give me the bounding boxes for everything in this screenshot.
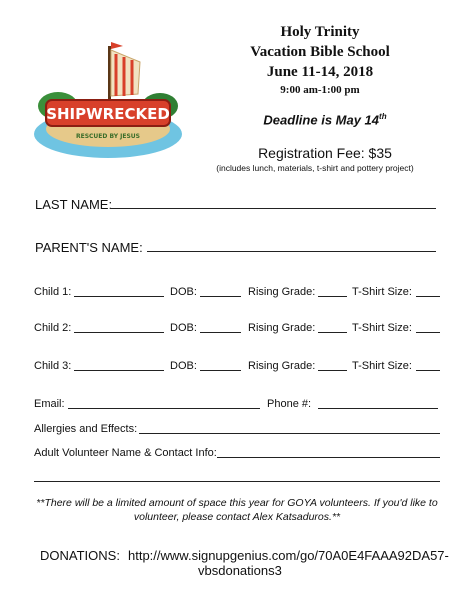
allergies-field[interactable] [139, 433, 440, 434]
volunteer-field-continued[interactable] [34, 481, 440, 482]
registration-fee: Registration Fee: $35 [258, 145, 392, 161]
goya-notice: **There will be a limited amount of space this year for GOYA volunteers. If you'd like to volunteer, please contact Alex Katsaduros.** [36, 497, 438, 523]
child-row-1 [0, 286, 474, 302]
rising-grade-field[interactable] [318, 296, 347, 297]
rising-grade-label: Rising Grade: [248, 286, 316, 298]
donations-url-line2: vbsdonations3 [198, 563, 282, 578]
email-field[interactable] [68, 408, 260, 409]
logo-title: SHIPWRECKED [46, 105, 170, 123]
dob-label: DOB: [170, 360, 197, 372]
program-name: Vacation Bible School [250, 44, 390, 60]
deadline-text: Deadline is May 14 [263, 112, 380, 128]
child-name-field[interactable] [74, 370, 164, 371]
phone-field[interactable] [318, 408, 438, 409]
deadline-suffix: th [379, 112, 387, 121]
last-name-field[interactable] [110, 208, 436, 209]
child-name-field[interactable] [74, 296, 164, 297]
shipwrecked-logo [28, 34, 188, 164]
parent-name-label: PARENT'S NAME: [35, 240, 143, 255]
dob-label: DOB: [170, 322, 197, 334]
rising-grade-label: Rising Grade: [248, 322, 316, 334]
donations-url-line1: http://www.signupgenius.com/go/70A0E4FAAA92DA57- [128, 548, 449, 563]
child-row-2 [0, 322, 474, 338]
child-label: Child 2: [34, 322, 72, 334]
tshirt-size-field[interactable] [416, 370, 440, 371]
donations-link[interactable] [128, 548, 448, 578]
child-label: Child 3: [34, 360, 72, 372]
volunteer-label: Adult Volunteer Name & Contact Info: [34, 447, 217, 459]
tshirt-size-label: T-Shirt Size: [352, 360, 412, 372]
tshirt-size-label: T-Shirt Size: [352, 286, 412, 298]
child-name-field[interactable] [74, 332, 164, 333]
parent-name-field[interactable] [147, 251, 436, 252]
logo-tagline: RESCUED BY JESUS [75, 133, 141, 140]
event-dates: June 11-14, 2018 [266, 64, 374, 80]
tshirt-size-field[interactable] [416, 332, 440, 333]
email-label: Email: [34, 398, 65, 410]
tshirt-size-field[interactable] [416, 296, 440, 297]
dob-field[interactable] [200, 296, 241, 297]
dob-field[interactable] [200, 332, 241, 333]
org-name: Holy Trinity [280, 24, 360, 40]
phone-label: Phone #: [267, 398, 312, 410]
tshirt-size-label: T-Shirt Size: [352, 322, 412, 334]
logo-ship-flag [111, 42, 123, 49]
donations-label: DONATIONS: [40, 548, 120, 563]
event-time: 9:00 am-1:00 pm [280, 84, 360, 96]
dob-field[interactable] [200, 370, 241, 371]
allergies-label: Allergies and Effects: [34, 423, 138, 435]
rising-grade-label: Rising Grade: [248, 360, 316, 372]
volunteer-field[interactable] [217, 457, 440, 458]
dob-label: DOB: [170, 286, 197, 298]
rising-grade-field[interactable] [318, 370, 347, 371]
child-label: Child 1: [34, 286, 72, 298]
child-row-3 [0, 360, 474, 376]
rising-grade-field[interactable] [318, 332, 347, 333]
deadline [220, 112, 430, 127]
fee-note: (includes lunch, materials, t-shirt and pottery project) [216, 163, 414, 173]
last-name-label: LAST NAME: [35, 197, 113, 212]
